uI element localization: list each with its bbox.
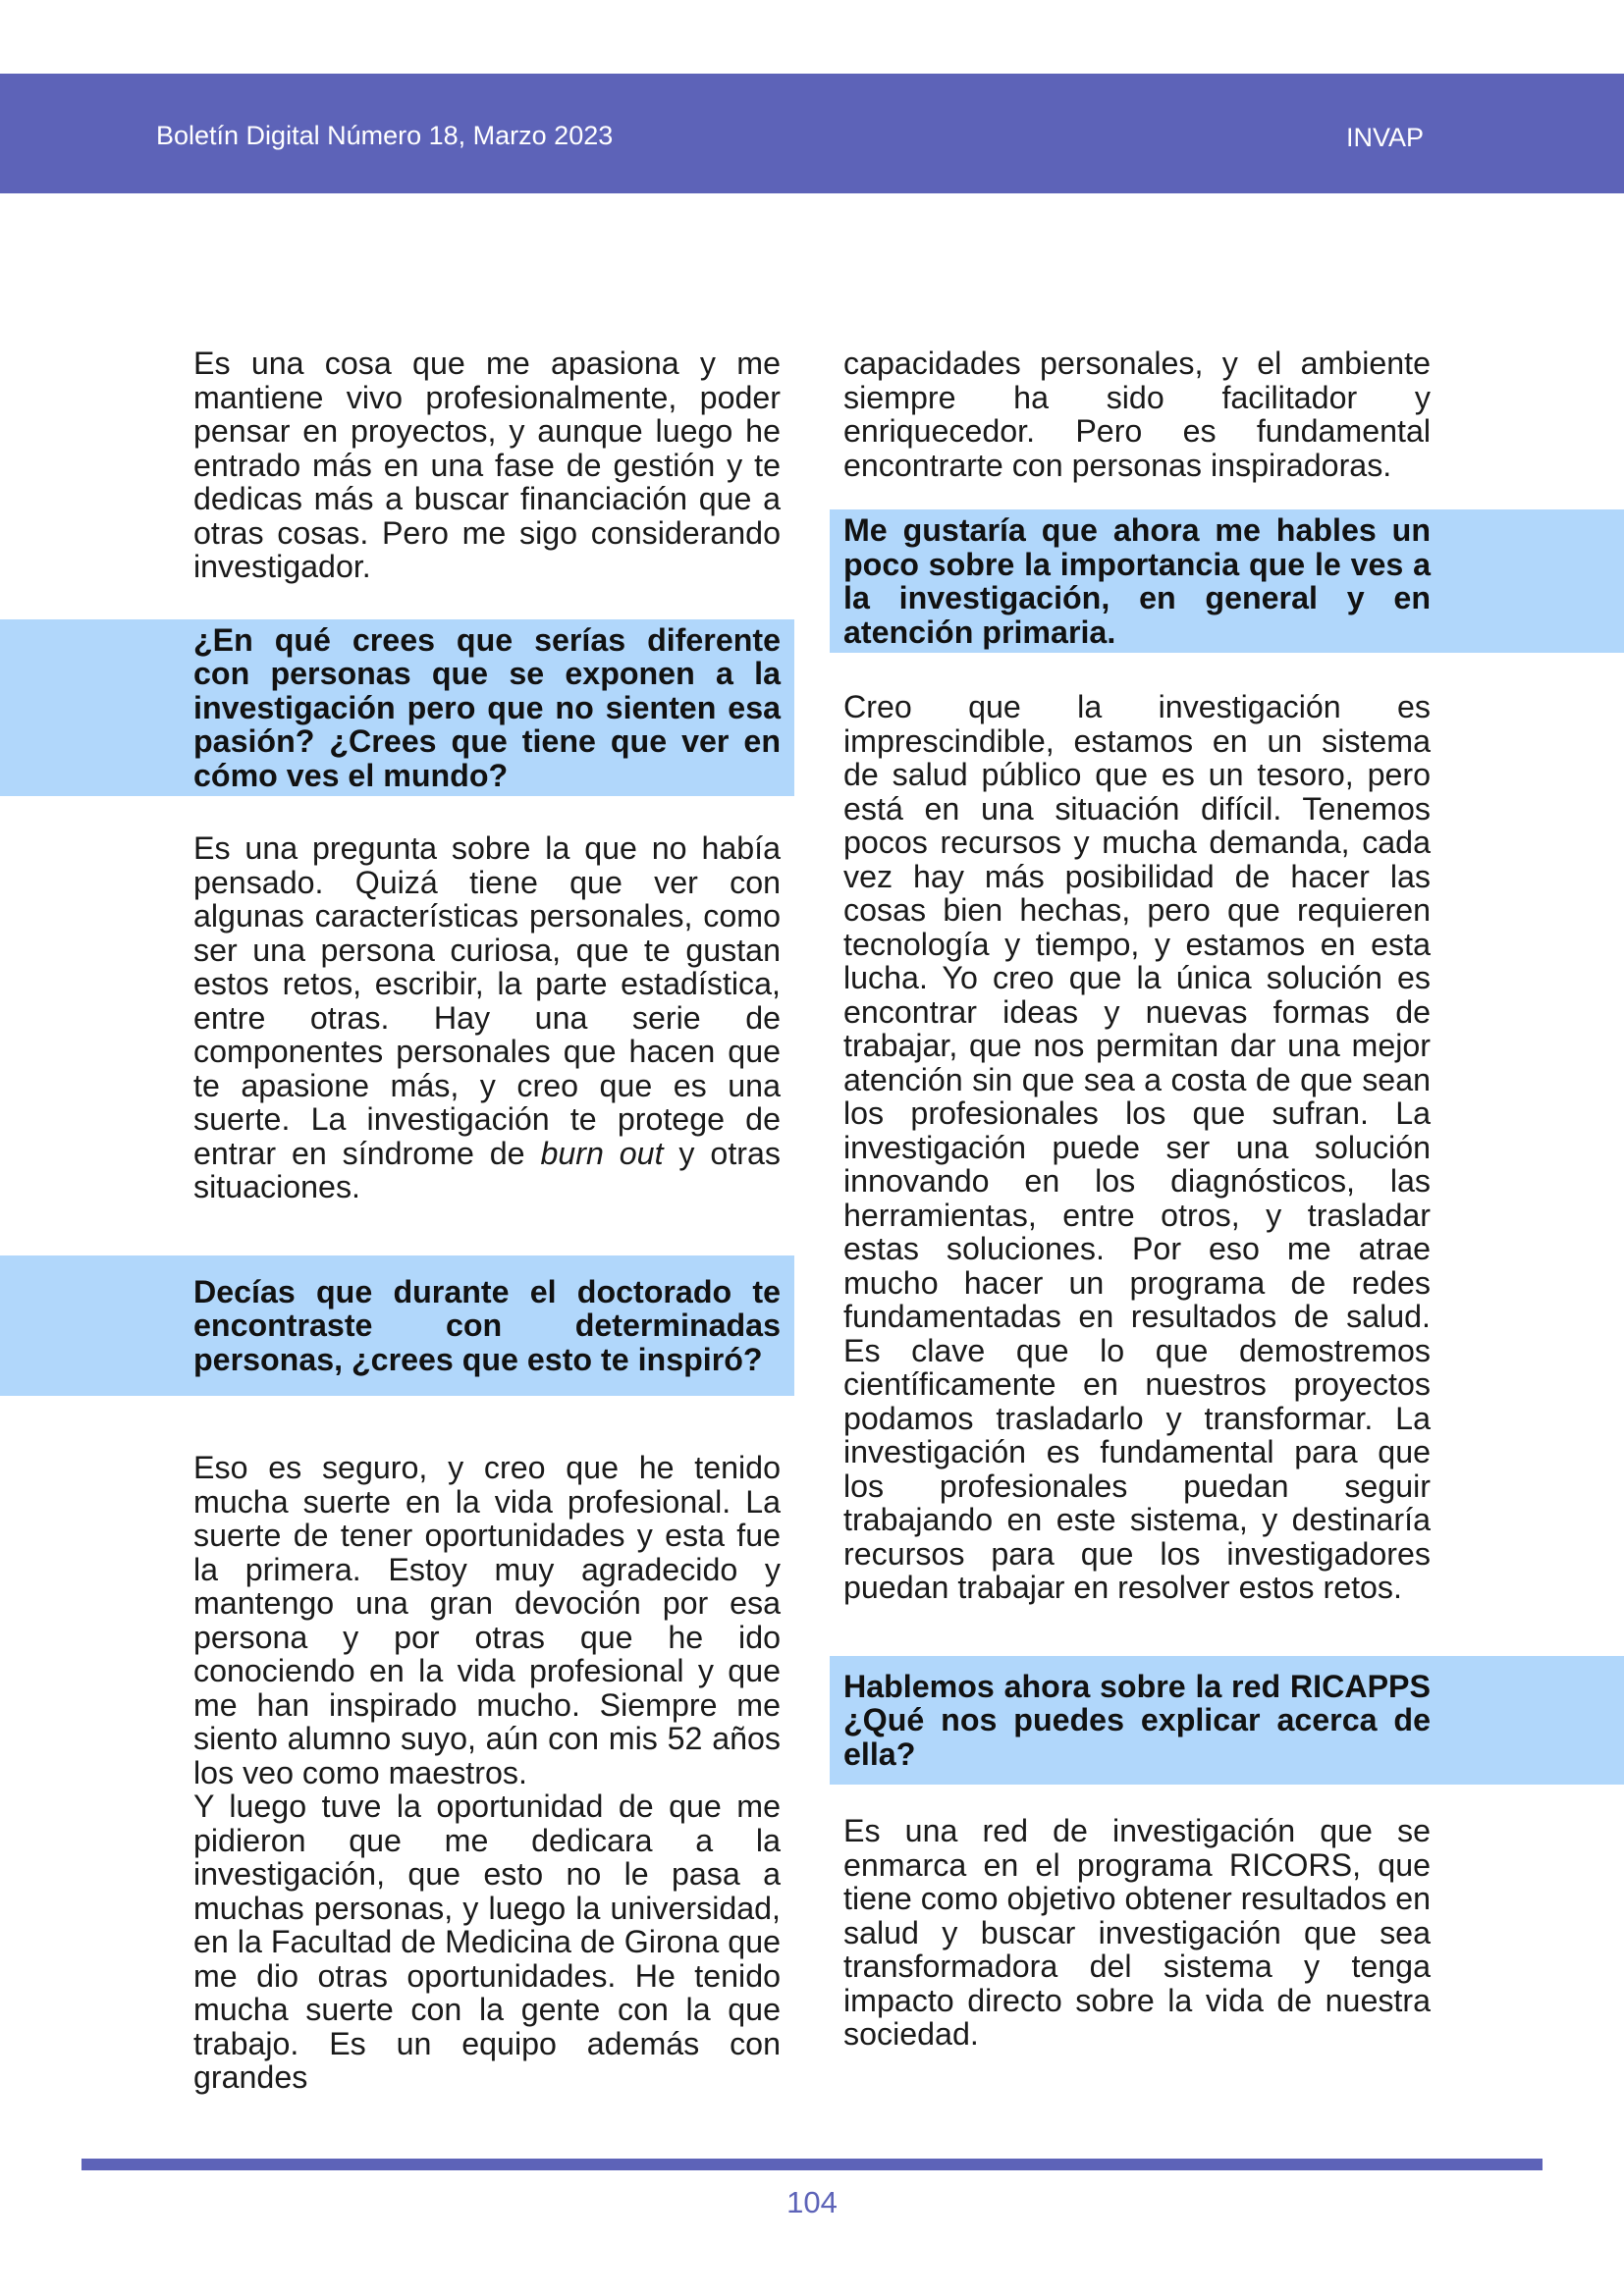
answer-paragraph: Es una red de investigación que se enmarca en el programa RICORS, que tiene como objetivo obtener resultados en salud y buscar investigación que sea transformadora del sistema y tenga impacto directo sobre la vida de nuestra sociedad. bbox=[843, 1813, 1431, 2052]
question-text: Hablemos ahora sobre la red RICAPPS ¿Qué nos puedes explicar acerca de ella? bbox=[843, 1668, 1431, 1772]
question-text: Me gustaría que ahora me hables un poco sobre la importancia que le ves a la investigación, en general y en atención primaria. bbox=[843, 512, 1431, 650]
answer-text: Es una pregunta sobre la que no había pensado. Quizá tiene que ver con algunas características personales, como ser una persona curiosa, que te gustan estos retos, escribir, la parte estadística, entre otras. Hay una serie de componentes personales que hacen que te apasione más, y creo que es una suerte. La investigación te protege de entrar en síndrome de bbox=[193, 830, 781, 1171]
emphasis-text: burn out bbox=[540, 1135, 664, 1171]
answer-text: y otras situaciones. bbox=[193, 1135, 781, 1204]
answer-paragraph: Eso es seguro, y creo que he tenido mucha suerte en la vida profesional. La suerte de tener oportunidades y esta fue la primera. Estoy muy agradecido y mantengo una gran devoción por esa persona y por otras que he ido conociendo en la vida profesional y que me han inspirado mucho. Siempre me siento alumno suyo, aún con mis 52 años los veo como maestros. bbox=[193, 1450, 781, 1790]
footer-divider bbox=[81, 2159, 1543, 2170]
question-text: Decías que durante el doctorado te encontraste con determinadas personas, ¿crees que esto te inspiró? bbox=[193, 1273, 781, 1377]
answer-paragraph: capacidades personales, y el ambiente siempre ha sido facilitador y enriquecedor. Pero es fundamental encontrarte con personas inspiradoras. bbox=[843, 346, 1431, 483]
page-header bbox=[0, 74, 1624, 193]
answer-paragraph bbox=[193, 831, 781, 1204]
question-box bbox=[0, 619, 794, 797]
answer-paragraph: Y luego tuve la oportunidad de que me pidieron que me dedicara a la investigación, que esto no le pasa a muchas personas, y luego la universidad, en la Facultad de Medicina de Girona que me dio otras oportunidades. He tenido mucha suerte con la gente con la que trabajo. Es un equipo además con grandes bbox=[193, 1789, 781, 2095]
question-box bbox=[0, 1255, 794, 1397]
question-box bbox=[830, 1656, 1624, 1786]
brand-name: INVAP bbox=[1345, 123, 1424, 152]
question-box bbox=[830, 509, 1624, 653]
bulletin-title: Boletín Digital Número 18, Marzo 2023 bbox=[156, 121, 614, 150]
right-column bbox=[843, 347, 1431, 2052]
answer-paragraph: Es una cosa que me apasiona y me mantiene vivo profesionalmente, poder pensar en proyectos, y aunque luego he entrado más en una fase de gestión y te dedicas más a buscar financiación que a otras cosas. Pero me sigo considerando investigador. bbox=[193, 346, 781, 584]
question-text: ¿En qué crees que serías diferente con personas que se exponen a la investigación pero que no sienten esa pasión? ¿Crees que tiene que ver en cómo ves el mundo? bbox=[193, 621, 781, 793]
page-number: 104 bbox=[786, 2185, 838, 2219]
left-column bbox=[193, 347, 781, 2095]
answer-paragraph: Creo que la investigación es imprescindible, estamos en un sistema de salud público que es un tesoro, pero está en una situación difícil. Tenemos pocos recursos y mucha demanda, cada vez hay más posibilidad de hacer las cosas bien hechas, pero que requieren tecnología y tiempo, y estamos en esta lucha. Yo creo que la única solución es encontrar ideas y nuevas formas de trabajar, que nos permitan dar una mejor atención sin que sea a costa de que sean los profesionales los que sufran. La investigación puede ser una solución innovando en los diagnósticos, las herramientas, entre otros, y trasladar estas soluciones. Por eso me atrae mucho hacer un programa de redes fundamentadas en resultados de salud. Es clave que lo que demostremos científicamente en nuestros proyectos podamos trasladarlo y transformar. La investigación es fundamental para que los profesionales puedan seguir trabajando en este sistema, y destinaría recursos para que los investigadores puedan trabajar en resolver estos retos. bbox=[843, 689, 1431, 1605]
